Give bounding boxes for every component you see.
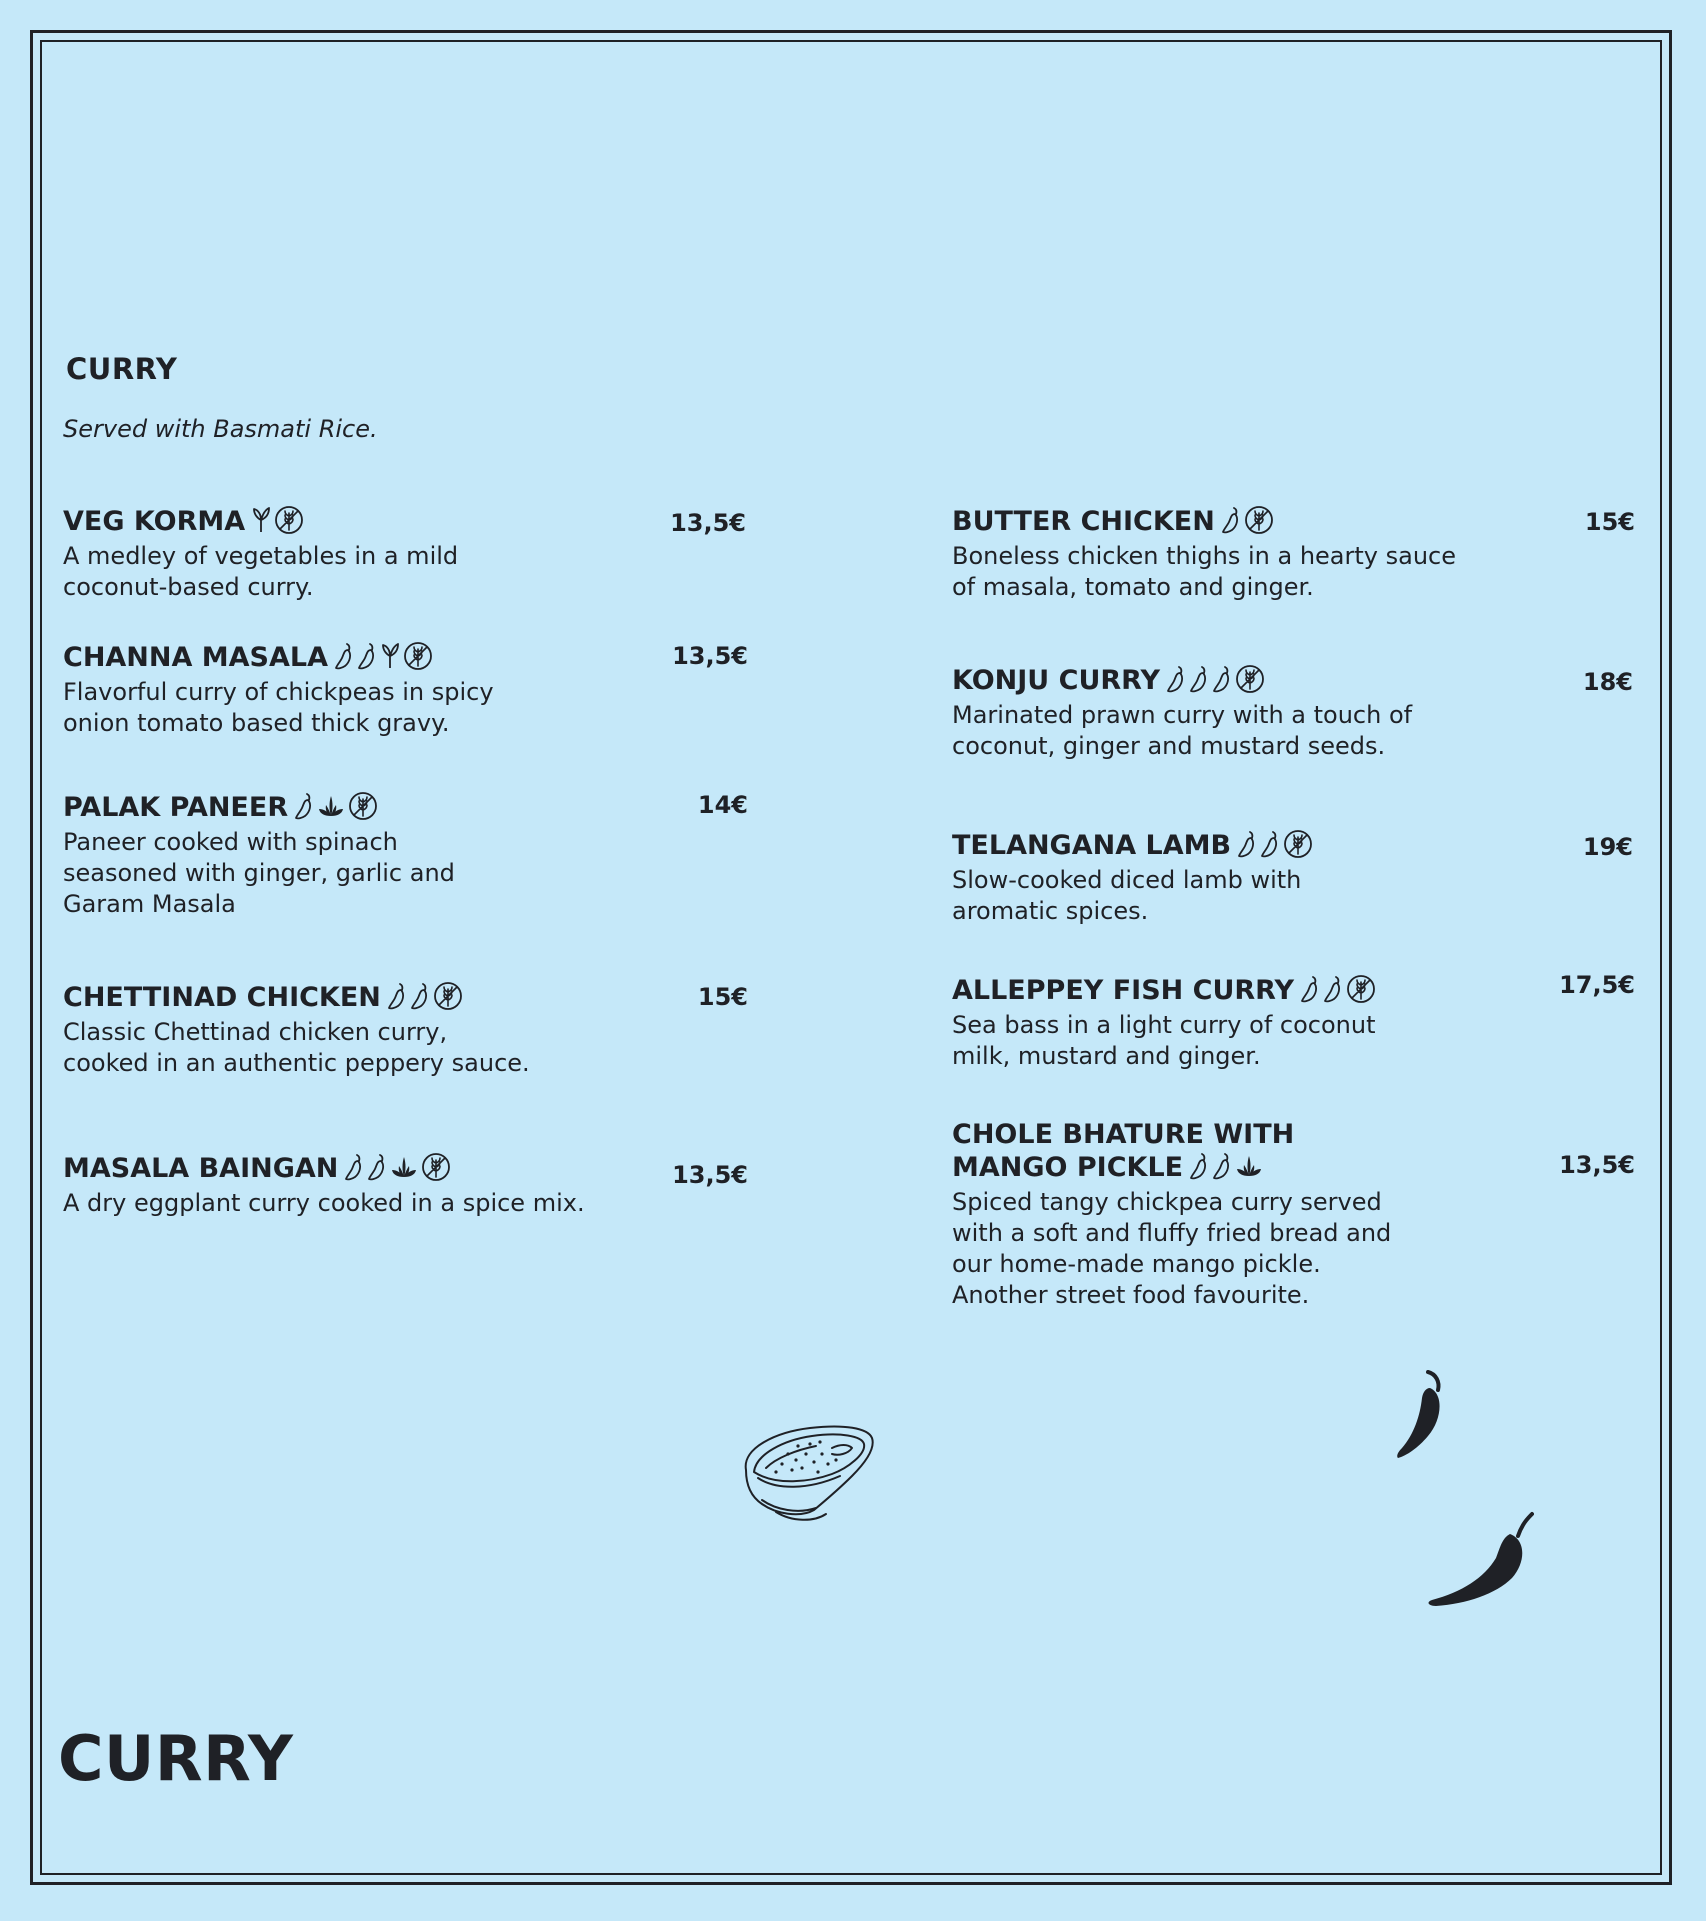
item-description: Paneer cooked with spinach seasoned with ginger, garlic and Garam Masala — [63, 828, 455, 918]
chili-icon — [367, 1153, 387, 1181]
chili-icon — [410, 982, 430, 1010]
item-name: KONJU CURRY — [952, 665, 1161, 696]
item-name: CHANNA MASALA — [63, 642, 329, 673]
item-price: 13,5€ — [672, 642, 748, 670]
item-price: 17,5€ — [1559, 971, 1635, 999]
menu-item-chettinad-chicken — [63, 981, 530, 1079]
chili-icon — [344, 1153, 364, 1181]
item-description: Spiced tangy chickpea curry served with a soft and fluffy fried bread and our home-made mango pickle. Another street food favourite. — [952, 1188, 1392, 1309]
item-name-row — [63, 505, 458, 538]
item-description: Classic Chettinad chicken curry, cooked in an authentic peppery sauce. — [63, 1018, 530, 1077]
chili-icon — [1323, 975, 1343, 1003]
item-description: Flavorful curry of chickpeas in spicy onion tomato based thick gravy. — [63, 678, 494, 737]
item-name-row — [63, 641, 494, 674]
item-icons — [1166, 664, 1265, 694]
chili-icon — [1260, 830, 1280, 858]
gluten-free-icon — [1283, 829, 1313, 859]
item-icons — [1237, 829, 1313, 859]
chili-pepper-icon — [1392, 1368, 1452, 1462]
item-name: BUTTER CHICKEN — [952, 506, 1215, 537]
vegan-icon — [251, 506, 271, 534]
gluten-free-icon — [348, 791, 378, 821]
item-name: MANGO PICKLE — [952, 1152, 1184, 1183]
chili-icon — [1189, 665, 1209, 693]
item-icons — [251, 505, 304, 535]
item-icons — [1221, 505, 1274, 535]
section-subtitle: Served with Basmati Rice. — [63, 415, 378, 443]
vegetarian-icon — [1235, 1152, 1263, 1180]
menu-item-telangana-lamb — [952, 829, 1313, 927]
inner-border — [40, 40, 1662, 1875]
gluten-free-icon — [1346, 974, 1376, 1004]
chili-icon — [334, 642, 354, 670]
item-name: MASALA BAINGAN — [63, 1153, 339, 1184]
item-icons — [294, 791, 378, 821]
menu-item-konju-curry — [952, 664, 1412, 762]
section-title: CURRY — [66, 352, 178, 386]
item-name-row — [952, 505, 1456, 538]
menu-item-masala-baingan — [63, 1152, 585, 1219]
item-name-row — [952, 664, 1412, 697]
vegetarian-icon — [390, 1153, 418, 1181]
item-name-row — [63, 1152, 585, 1185]
chili-icon — [1300, 975, 1320, 1003]
gluten-free-icon — [403, 641, 433, 671]
gluten-free-icon — [433, 981, 463, 1011]
item-icons — [387, 981, 463, 1011]
gluten-free-icon — [1244, 505, 1274, 535]
item-name: VEG KORMA — [63, 506, 246, 537]
menu-item-channa-masala — [63, 641, 494, 739]
item-name: TELANGANA LAMB — [952, 830, 1232, 861]
item-description: A dry eggplant curry cooked in a spice mix. — [63, 1189, 585, 1217]
chili-icon — [294, 792, 314, 820]
chili-icon — [1212, 665, 1232, 693]
item-icons — [334, 641, 433, 671]
menu-item-palak-paneer — [63, 791, 455, 920]
chili-icon — [1237, 830, 1257, 858]
chili-icon — [1212, 1152, 1232, 1180]
item-name-row — [63, 981, 530, 1014]
item-price: 15€ — [1584, 508, 1635, 536]
gluten-free-icon — [421, 1152, 451, 1182]
item-description: Boneless chicken thighs in a hearty sauce of masala, tomato and ginger. — [952, 542, 1456, 601]
item-description: A medley of vegetables in a mild coconut-based curry. — [63, 542, 459, 601]
item-icons — [1300, 974, 1376, 1004]
item-name: ALLEPPEY FISH CURRY — [952, 975, 1295, 1006]
chili-icon — [387, 982, 407, 1010]
vegetarian-icon — [317, 792, 345, 820]
chili-icon — [357, 642, 377, 670]
item-name: PALAK PANEER — [63, 792, 289, 823]
item-price: 13,5€ — [670, 509, 746, 537]
item-price: 13,5€ — [672, 1161, 748, 1189]
footer-title: CURRY — [58, 1722, 294, 1795]
item-price: 13,5€ — [1559, 1151, 1635, 1179]
chili-icon — [1189, 1152, 1209, 1180]
gluten-free-icon — [274, 505, 304, 535]
menu-item-alleppey-fish-curry — [952, 974, 1376, 1072]
chili-icon — [1221, 506, 1241, 534]
menu-item-butter-chicken — [952, 505, 1456, 603]
item-price: 19€ — [1582, 833, 1633, 861]
item-price: 18€ — [1582, 668, 1633, 696]
item-name-line1: CHOLE BHATURE WITH — [952, 1119, 1295, 1150]
gluten-free-icon — [1235, 664, 1265, 694]
item-description: Slow-cooked diced lamb with aromatic spices. — [952, 866, 1302, 925]
chili-pepper-icon — [1426, 1510, 1534, 1610]
vegan-icon — [380, 642, 400, 670]
chili-icon — [1166, 665, 1186, 693]
item-icons — [1189, 1152, 1263, 1180]
curry-bowl-icon — [736, 1414, 876, 1526]
item-icons — [344, 1152, 451, 1182]
item-price: 14€ — [697, 791, 748, 819]
item-description: Marinated prawn curry with a touch of coconut, ginger and mustard seeds. — [952, 701, 1413, 760]
item-name-row — [952, 829, 1313, 862]
item-name: CHETTINAD CHICKEN — [63, 982, 381, 1013]
item-name-row — [63, 791, 455, 824]
menu-item-veg-korma — [63, 505, 458, 603]
item-price: 15€ — [697, 983, 748, 1011]
menu-item-chole-bhature — [952, 1118, 1391, 1311]
item-name-row — [952, 974, 1376, 1007]
item-description: Sea bass in a light curry of coconut milk, mustard and ginger. — [952, 1011, 1376, 1070]
item-name-row — [952, 1151, 1391, 1184]
